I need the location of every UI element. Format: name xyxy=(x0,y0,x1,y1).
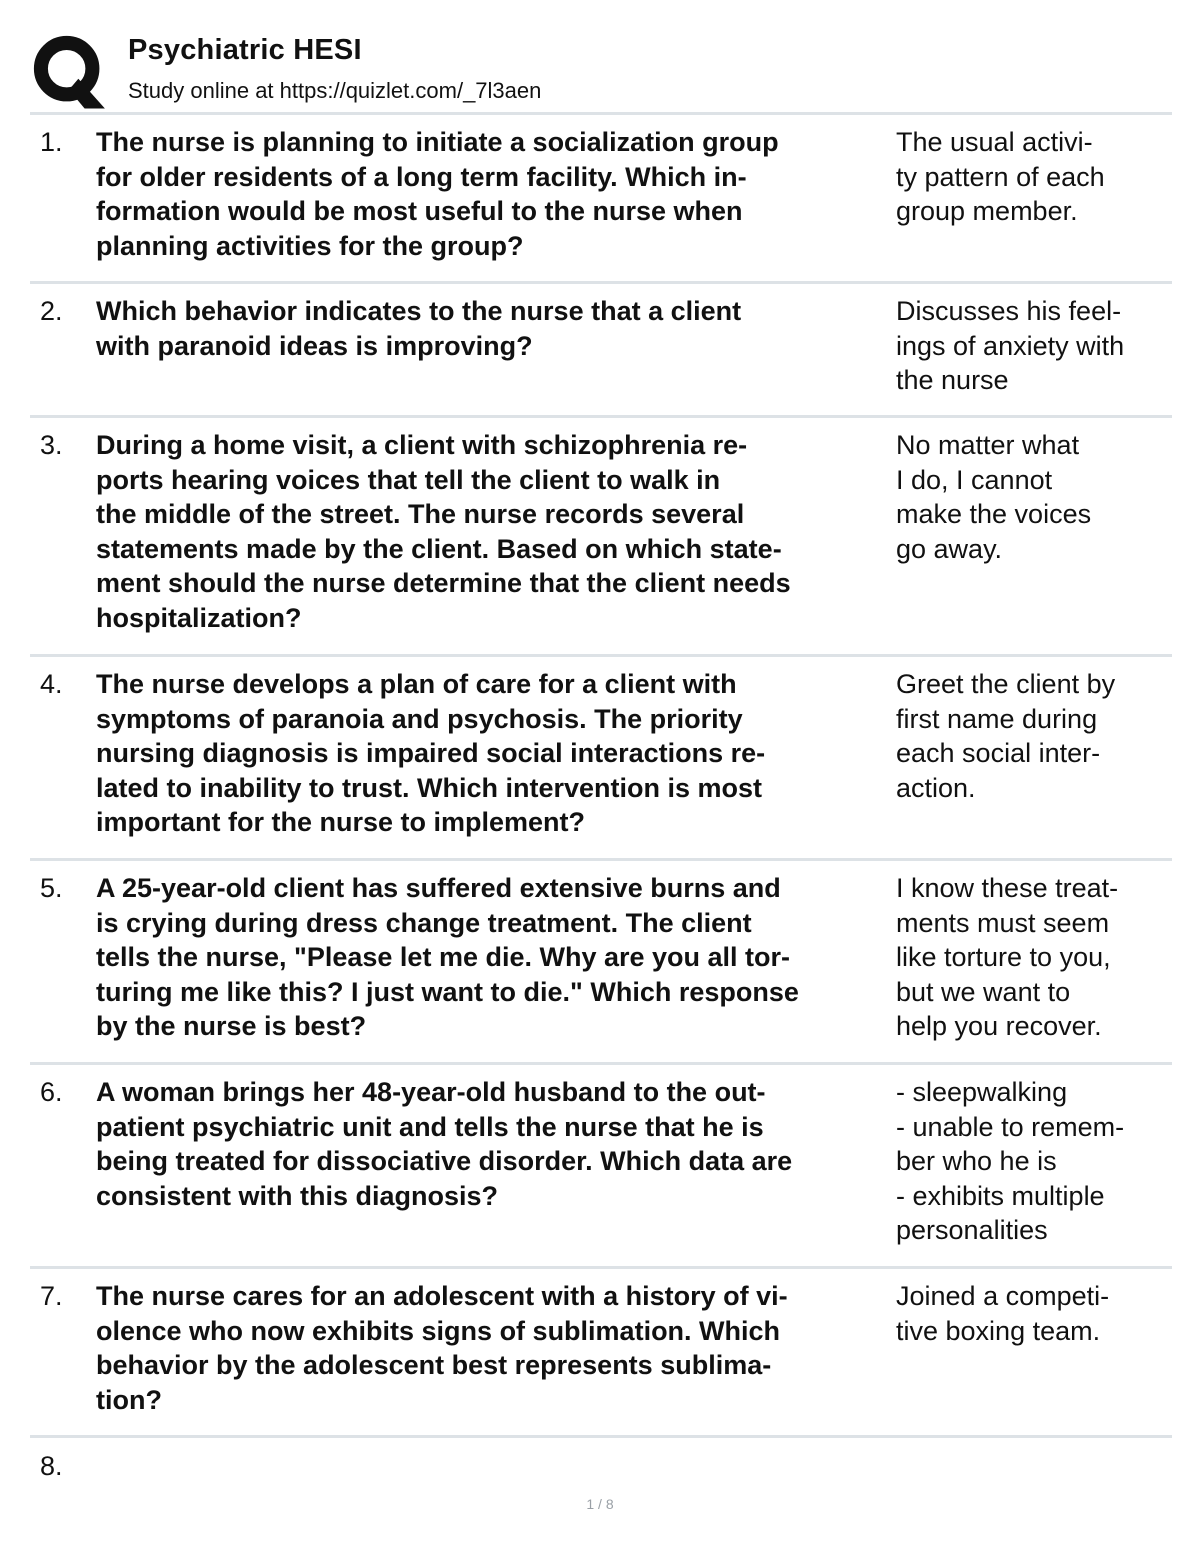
card-question: The nurse cares for an adolescent with a history of vi- olence who now exhibits signs of sublimation. Which behavior by the adolescent best represents sublima- tion? xyxy=(96,1281,788,1415)
card-answer: Discusses his feel- ings of anxiety with the nurse xyxy=(896,296,1125,395)
card-question: Which behavior indicates to the nurse that a client with paranoid ideas is improving? xyxy=(96,296,742,361)
divider xyxy=(30,415,1172,418)
page-indicator: 1 / 8 xyxy=(586,1496,614,1512)
divider xyxy=(30,112,1172,115)
card-answer: I know these treat- ments must seem like torture to you, but we want to help you recover. xyxy=(896,873,1119,1041)
page-title: Psychiatric HESI xyxy=(128,34,362,66)
card-question: The nurse is planning to initiate a socialization group for older residents of a long term facility. Which in- formation would be most useful to the nurse when planning activities for the group? xyxy=(96,127,779,261)
card-number: 4. xyxy=(40,669,63,699)
card-answer: - sleepwalking - unable to remem- ber who he is - exhibits multiple personalities xyxy=(896,1077,1125,1245)
card-question: The nurse develops a plan of care for a client with symptoms of paranoia and psychosis. The priority nursing diagnosis is impaired social interactions re- lated to inability to trust. Which intervention is most important for the nurse to implement? xyxy=(96,669,766,837)
divider xyxy=(30,281,1172,284)
divider xyxy=(30,1062,1172,1065)
quizlet-q-logo-icon xyxy=(30,32,108,110)
card-question: A woman brings her 48-year-old husband to the out- patient psychiatric unit and tells the nurse that he is being treated for dissociative disorder. Which data are consistent with this diagnosis? xyxy=(96,1077,793,1211)
divider xyxy=(30,1266,1172,1269)
divider xyxy=(30,858,1172,861)
card-question: A 25-year-old client has suffered extensive burns and is crying during dress change treatment. The client tells the nurse, "Please let me die. Why are you all tor- turing me like this? I just want to die." Which response by the nurse is best? xyxy=(96,873,799,1041)
card-answer: The usual activi- ty pattern of each group member. xyxy=(896,127,1105,226)
card-answer: Greet the client by first name during each social inter- action. xyxy=(896,669,1116,803)
card-question: During a home visit, a client with schizophrenia re- ports hearing voices that tell the client to walk in the middle of the street. The nurse records several statements made by the client. Based on which state- ment should the nurse determine that the client needs hospitalization? xyxy=(96,430,791,633)
card-number: 5. xyxy=(40,873,63,903)
card-number: 7. xyxy=(40,1281,63,1311)
card-number: 8. xyxy=(40,1451,63,1481)
card-answer: No matter what I do, I cannot make the voices go away. xyxy=(896,430,1092,564)
card-number: 2. xyxy=(40,296,63,326)
page-header xyxy=(30,28,1172,108)
card-answer: Joined a competi- tive boxing team. xyxy=(896,1281,1110,1346)
divider xyxy=(30,654,1172,657)
card-number: 3. xyxy=(40,430,63,460)
divider xyxy=(30,1435,1172,1438)
study-link[interactable]: Study online at https://quizlet.com/_7l3aen xyxy=(128,78,542,103)
card-number: 6. xyxy=(40,1077,63,1107)
card-number: 1. xyxy=(40,127,63,157)
